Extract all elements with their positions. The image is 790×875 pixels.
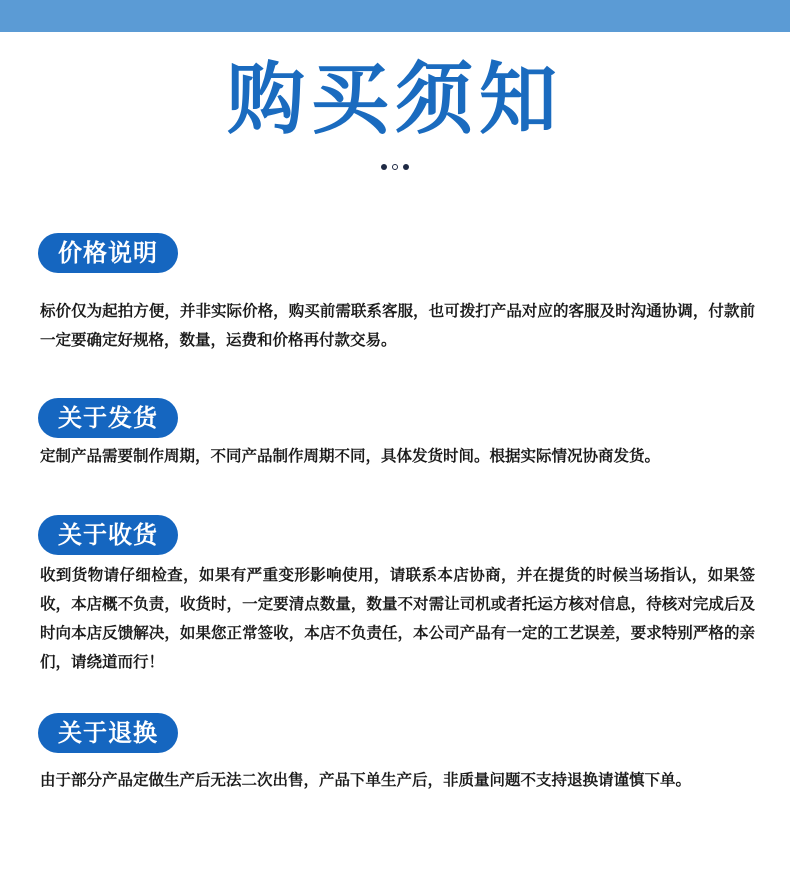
section-text-shipping: 定制产品需要制作周期，不同产品制作周期不同，具体发货时间。根据实际情况协商发货。 bbox=[40, 447, 661, 465]
section-badge-price: 价格说明 bbox=[38, 233, 178, 273]
page-title: 购买须知 bbox=[226, 55, 563, 145]
divider-dot-icon bbox=[403, 164, 409, 170]
section-badge-returns: 关于退换 bbox=[38, 713, 178, 753]
divider-dot-hollow-icon bbox=[392, 164, 398, 170]
section-badge-receiving: 关于收货 bbox=[38, 515, 178, 555]
section-badge-shipping: 关于发货 bbox=[38, 398, 178, 438]
section-text-price: 标价仅为起拍方便，并非实际价格，购买前需联系客服，也可拨打产品对应的客服及时沟通协调，付款前一定要确定好规格，数量，运费和价格再付款交易。 bbox=[40, 302, 755, 349]
title-divider-dots bbox=[0, 163, 790, 171]
section-text-returns: 由于部分产品定做生产后无法二次出售，产品下单生产后，非质量问题不支持退换请谨慎下单。 bbox=[40, 771, 692, 789]
divider-dot-icon bbox=[381, 164, 387, 170]
section-text-receiving: 收到货物请仔细检查，如果有严重变形影响使用，请联系本店协商，并在提货的时候当场指认，如果签收，本店概不负责，收货时，一定要清点数量，数量不对需让司机或者托运方核对信息，待核对完成后及时向本店反馈解决，如果您正常签收，本店不负责任，本公司产品有一定的工艺误差，要求特别严格的亲们，请绕道而行！ bbox=[40, 566, 755, 671]
top-banner-bar bbox=[0, 0, 790, 32]
